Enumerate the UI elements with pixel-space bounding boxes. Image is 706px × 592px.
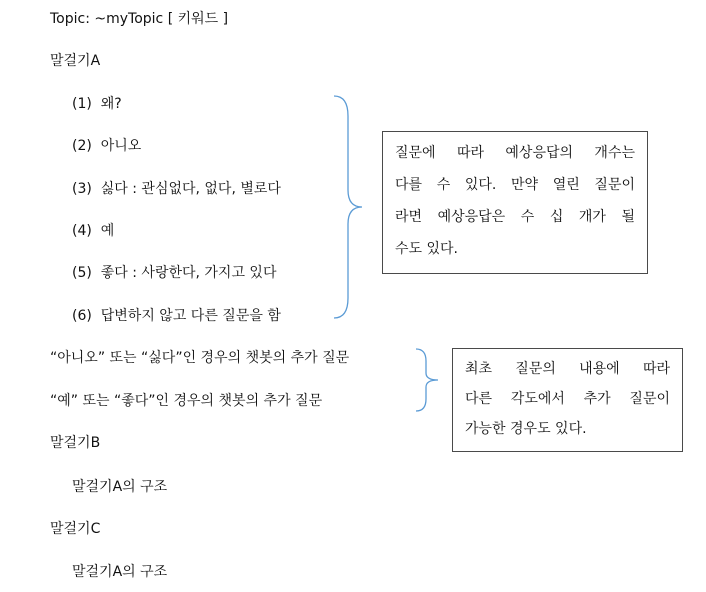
answer-item <box>72 263 276 283</box>
answer-text: 아니오 <box>100 138 142 154</box>
answer-number: (2) <box>72 138 92 154</box>
section-a-heading: 말걸기A <box>50 53 101 69</box>
answer-number: (5) <box>72 265 92 281</box>
answer-item <box>72 136 141 156</box>
followup-yes: “예” 또는 “좋다”인 경우의 챗봇의 추가 질문 <box>50 393 323 409</box>
note-line: 최초 질문의 내용에 따라 <box>465 361 670 377</box>
answer-number: (3) <box>72 181 92 197</box>
note-line: 수도 있다. <box>395 241 458 257</box>
answer-item <box>72 179 281 199</box>
answer-text: 예 <box>100 223 115 239</box>
note-line: 다른 각도에서 추가 질문이 <box>465 391 670 407</box>
section-c-heading: 말걸기C <box>50 521 101 537</box>
followup-no: “아니오” 또는 “싫다”인 경우의 챗봇의 추가 질문 <box>50 350 350 366</box>
brace-shape <box>334 96 362 318</box>
answer-number: (4) <box>72 223 92 239</box>
section-b-heading: 말걸기B <box>50 435 101 451</box>
answer-text: 싫다 : 관심없다, 없다, 별로다 <box>100 181 281 197</box>
answer-text: 답변하지 않고 다른 질문을 함 <box>100 308 281 324</box>
note-line: 다를 수 있다. 만약 열린 질문이 <box>395 177 635 193</box>
note-box-answers <box>382 131 648 274</box>
note-box-followups <box>452 348 683 452</box>
brace-shape <box>416 349 438 411</box>
answer-item <box>72 221 114 241</box>
topic-line: Topic: ~myTopic [ 키워드 ] <box>50 11 229 27</box>
section-b-structure: 말걸기A의 구조 <box>72 479 168 495</box>
answer-text: 왜? <box>100 96 122 112</box>
note-line: 라면 예상응답은 수 십 개가 될 <box>395 209 635 225</box>
note-line: 가능한 경우도 있다. <box>465 421 587 437</box>
section-c-structure: 말걸기A의 구조 <box>72 564 168 580</box>
followup-group-brace <box>412 347 448 413</box>
answer-item <box>72 306 281 326</box>
answer-text: 좋다 : 사랑한다, 가지고 있다 <box>100 265 277 281</box>
answer-item <box>72 94 122 114</box>
answer-number: (6) <box>72 308 92 324</box>
answer-group-brace <box>330 94 370 320</box>
answer-number: (1) <box>72 96 92 112</box>
note-line: 질문에 따라 예상응답의 개수는 <box>395 145 635 161</box>
